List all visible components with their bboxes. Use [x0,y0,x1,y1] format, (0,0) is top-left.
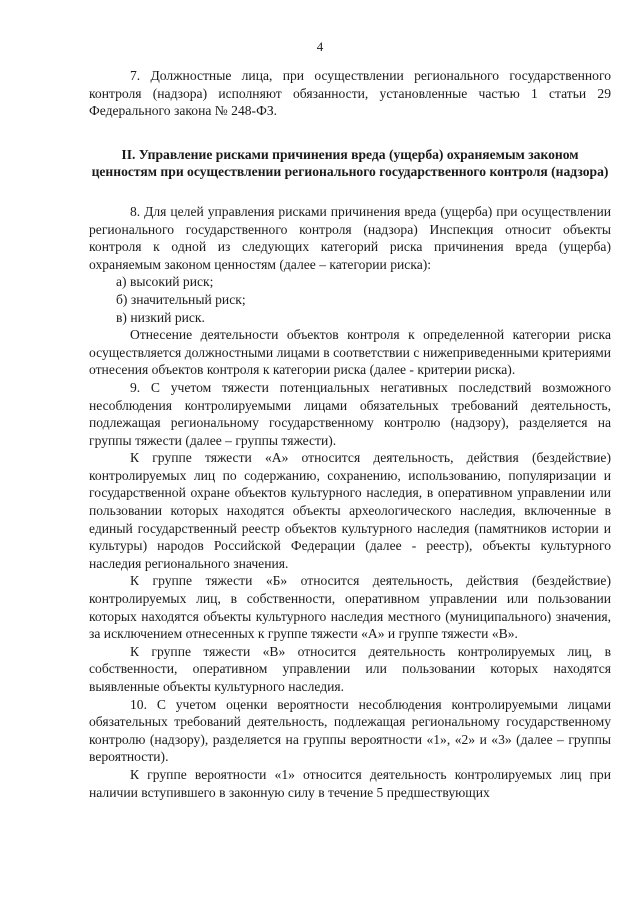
paragraph-7: 7. Должностные лица, при осуществлении регионального государственного контроля (надзора) исполняют обязанности, установленные частью 1 статьи 29 Федерального закона № 248-ФЗ. [89,68,611,119]
list-item-high-risk: а) высокий риск; [116,274,214,290]
paragraph-10-group-1: К группе вероятности «1» относится деятельность контролируемых лиц при наличии вступившего в законную силу в течение 5 предшествующих [89,766,611,800]
section-heading: II. Управление рисками причинения вреда (ущерба) охраняемым законом ценностям при осуществлении регионального государственного контроля (надзора) [91,146,609,180]
list-item-significant-risk: б) значительный риск; [116,291,246,307]
paragraph-9-group-a: К группе тяжести «А» относится деятельность, действия (бездействие) контролируемых лиц по содержанию, сохранению, использованию, популяризации и государственной охране объектов культурного наследия, в оперативном управлении или пользовании которых находятся объекты археологического наследия, включенные в единый государственный реестр объектов культурного наследия (памятников истории и культуры) народов Российской Федерации (далее - реестр), объекты культурного наследия регионального значения. [89,450,611,571]
paragraph-10: 10. С учетом оценки вероятности несоблюдения контролируемыми лицами обязательных требований деятельность, подлежащая региональному государственному контролю (надзору), разделяется на группы вероятности «1», «2» и «3» (далее – группы вероятности). [89,696,611,765]
paragraph-9-group-v: К группе тяжести «В» относится деятельность контролируемых лиц, в собственности, оперативном управлении или пользовании которых находятся выявленные объекты культурного наследия. [89,643,611,694]
paragraph-8-criteria: Отнесение деятельности объектов контроля к определенной категории риска осуществляется должностными лицами в соответствии с нижеприведенными критериями отнесения объектов контроля к категории риска (далее - критерии риска). [89,327,611,378]
paragraph-9-group-b: К группе тяжести «Б» относится деятельность, действия (бездействие) контролируемых лиц, в собственности, оперативном управлении или пользовании которых находятся объекты культурного наследия местного (муниципального) значения, за исключением отнесенных к группе тяжести «А» и группе тяжести «В». [89,573,611,642]
document-body [89,67,611,801]
page-number: 4 [316,39,324,54]
paragraph-8: 8. Для целей управления рисками причинения вреда (ущерба) при осуществлении регионального государственного контроля (надзора) Инспекция относит объекты контроля к одной из следующих категорий риска причинения вреда (ущерба) охраняемым законом ценностям (далее – категории риска): [89,203,611,272]
list-item-low-risk: в) низкий риск. [116,309,205,325]
paragraph-9: 9. С учетом тяжести потенциальных негативных последствий возможного несоблюдения контролируемыми лицами обязательных требований деятельность, подлежащая региональному государственному контролю (надзору), разделяется на группы тяжести (далее – группы тяжести). [89,379,611,448]
